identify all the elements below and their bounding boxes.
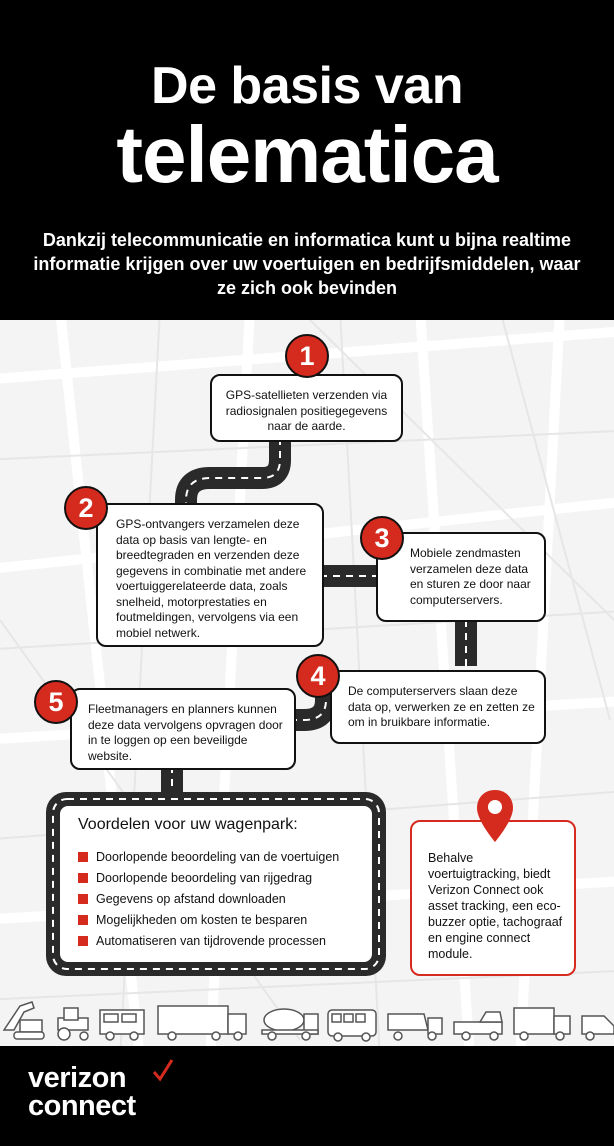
step-1-badge: 1 [285, 334, 329, 378]
subtitle: Dankzij telecommunicatie en informatica kunt u bijna realtime informatie krijgen over uw voertuigen en bedrijfsmiddelen, waar ze zich ook bevinden [33, 230, 581, 298]
title-line-2: telematica [116, 110, 498, 199]
box-truck-icon [514, 1008, 570, 1040]
logo-text-connect: connect [28, 1090, 136, 1122]
step-4-box [330, 670, 546, 744]
benefit-item: Mogelijkheden om kosten te besparen [78, 913, 307, 927]
bus-icon [328, 1010, 376, 1041]
pickup-truck-icon [454, 1012, 502, 1040]
cement-mixer-icon [262, 1009, 318, 1040]
tractor-icon [58, 1008, 88, 1040]
title-line-1: De basis van [151, 57, 463, 115]
benefits-title: Voordelen voor uw wagenpark: [78, 816, 298, 833]
step-4-badge: 4 [296, 654, 340, 698]
bullet-square-icon [78, 873, 88, 883]
bullet-square-icon [78, 936, 88, 946]
bullet-square-icon [78, 894, 88, 904]
truck-icon [158, 1006, 246, 1040]
step-4-text: De computerservers slaan deze data op, verwerken ze en zetten ze om in bruikbare informatie. [348, 684, 535, 729]
step-2-badge: 2 [64, 486, 108, 530]
benefit-item: Doorlopende beoordeling van de voertuigen [78, 850, 339, 864]
step-2-box [96, 503, 324, 647]
step-3-badge: 3 [360, 516, 404, 560]
step-3-text: Mobiele zendmasten verzamelen deze data en sturen ze door naar computerservers. [410, 546, 531, 607]
bullet-square-icon [78, 852, 88, 862]
step-5-box [70, 688, 296, 770]
dump-truck-icon [388, 1014, 442, 1040]
vehicle-strip [0, 996, 614, 1046]
asset-tracking-text: Behalve voertuigtracking, biedt Verizon Connect ook asset tracking, een eco-buzzer optie, tachograaf en engine connect module. [428, 851, 563, 961]
benefits-frame [46, 792, 386, 976]
step-1-text: GPS-satellieten verzenden via radiosignalen positiegegevens naar de aarde. [225, 388, 388, 433]
map-pin-icon [475, 788, 515, 844]
benefit-item: Doorlopende beoordeling van rijgedrag [78, 871, 312, 885]
bullet-square-icon [78, 915, 88, 925]
benefit-item: Gegevens op afstand downloaden [78, 892, 286, 906]
benefit-item: Automatiseren van tijdrovende processen [78, 934, 326, 948]
van-icon [582, 1016, 614, 1040]
excavator-icon [4, 1002, 44, 1039]
step-5-badge: 5 [34, 680, 78, 724]
footer [0, 1046, 614, 1146]
step-5-text: Fleetmanagers en planners kunnen deze data vervolgens opvragen door in te loggen op een beveiligde website. [88, 702, 283, 763]
checkmark-icon [152, 1058, 174, 1082]
step-2-text: GPS-ontvangers verzamelen deze data op basis van lengte- en breedtegraden en verzenden deze gegevens in combinatie met andere voertuiggerelateerde data, zoals snelheid, motorprestaties en foutmeldingen, vervolgens via een mobiel netwerk. [116, 517, 307, 640]
logo-text-verizon: verizon [28, 1062, 127, 1094]
step-1-box [210, 374, 403, 442]
benefits-panel [60, 806, 372, 962]
food-truck-icon [100, 1010, 144, 1040]
